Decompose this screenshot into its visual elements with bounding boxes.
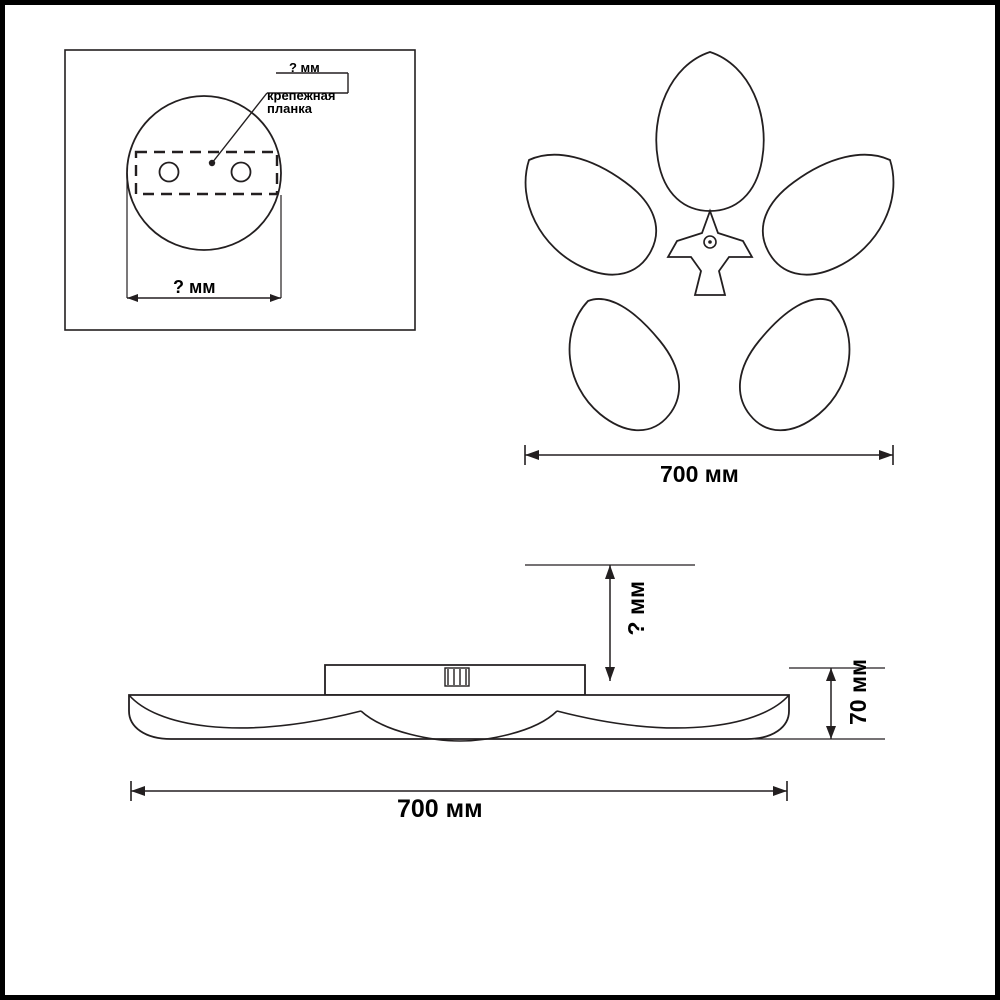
screw-hole-left — [160, 163, 179, 182]
side-drop-arrow-bottom — [605, 667, 615, 681]
sideview-drop-label: ? мм — [623, 581, 649, 636]
center-body — [668, 211, 752, 295]
petal-upper-left — [526, 155, 657, 275]
petal-top — [656, 52, 763, 211]
screw-hole-right — [232, 163, 251, 182]
drawing-canvas — [5, 5, 1000, 1000]
side-height-arrow-bottom — [826, 726, 836, 739]
side-view-lamp — [129, 665, 789, 741]
topview-arrow-left — [525, 450, 539, 460]
sideview-width-label: 700 мм — [397, 795, 483, 823]
topview-arrow-right — [879, 450, 893, 460]
mount-callout-part-label — [267, 89, 335, 115]
side-height-arrow-top — [826, 668, 836, 681]
mount-callout-part-line2: планка — [267, 101, 312, 116]
side-width-arrow-right — [773, 786, 787, 796]
sideview-height-label: 70 мм — [845, 659, 871, 726]
side-mount-block — [325, 665, 585, 695]
mount-callout-dimension-label: ? мм — [289, 60, 320, 75]
mount-callout-part-line1: крепежная — [267, 88, 336, 103]
side-body-outline — [129, 695, 789, 739]
topview-width-label: 700 мм — [660, 461, 739, 487]
top-view-flower — [526, 52, 894, 430]
petal-lower-left — [570, 299, 680, 430]
center-screw-dot — [708, 240, 712, 244]
callout-leader-dot — [209, 160, 215, 166]
canopy-circle — [127, 96, 281, 250]
side-drop-arrow-top — [605, 565, 615, 579]
mount-diameter-label: ? мм — [173, 277, 216, 297]
side-width-arrow-left — [131, 786, 145, 796]
petal-upper-right — [763, 155, 894, 275]
petal-lower-right — [740, 299, 850, 430]
